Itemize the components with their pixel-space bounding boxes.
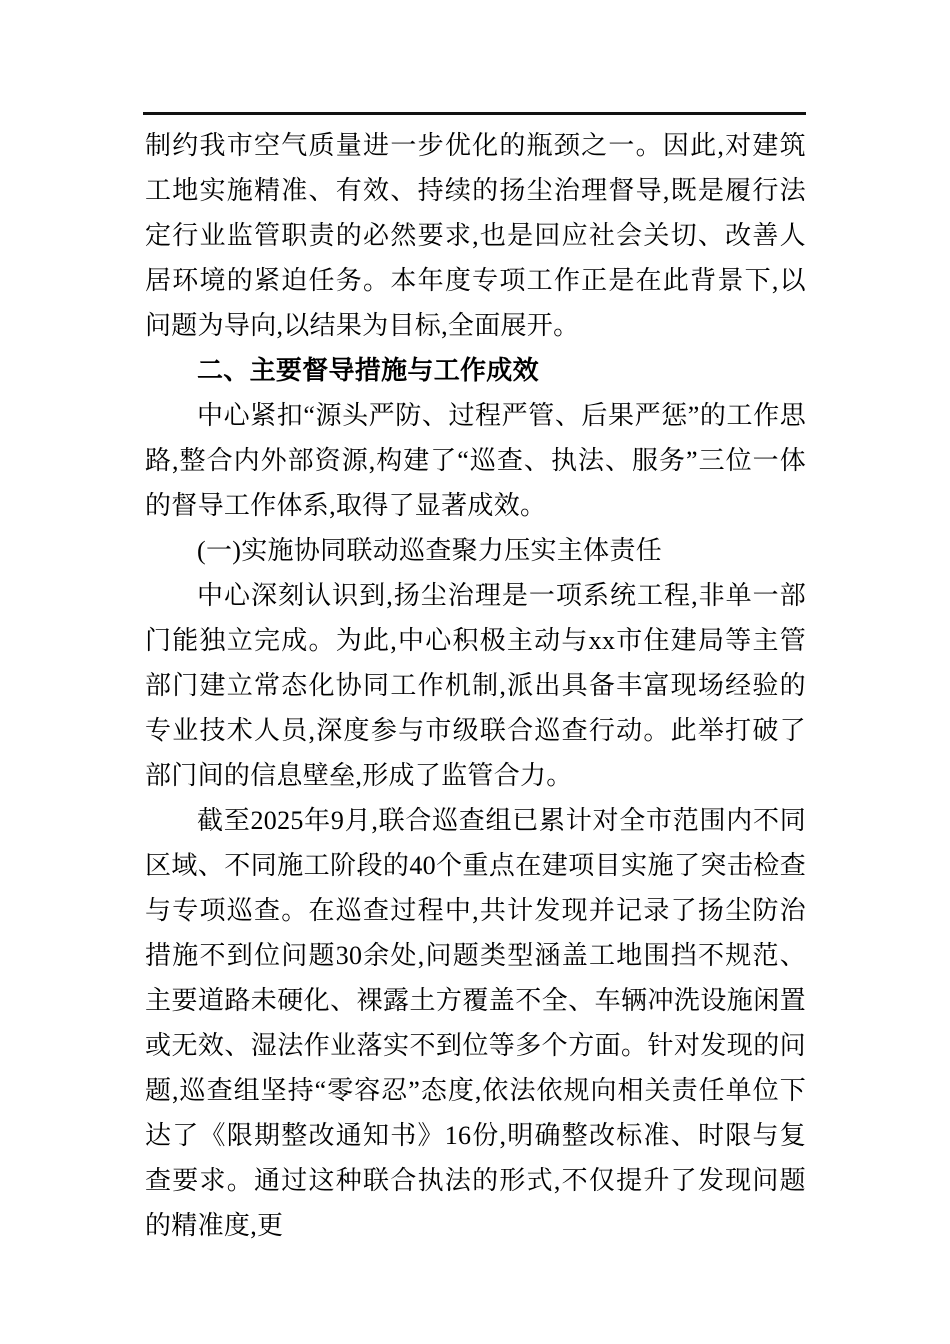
paragraph-continuation: 制约我市空气质量进一步优化的瓶颈之一。因此,对建筑工地实施精准、有效、持续的扬尘治理督导,既是履行法定行业监管职责的必然要求,也是回应社会关切、改善人居环境的紧迫任务。本年度专项工作正是在此背景下,以问题为导向,以结果为目标,全面展开。 — [145, 131, 806, 340]
subsection-heading: (一)实施协同联动巡查聚力压实主体责任 — [197, 536, 663, 565]
section-heading: 二、主要督导措施与工作成效 — [197, 355, 539, 385]
paragraph: 中心紧扣“源头严防、过程严管、后果严惩”的工作思路,整合内外部资源,构建了“巡查、执法、服务”三位一体的督导工作体系,取得了显著成效。 — [145, 401, 806, 520]
paragraph: 截至2025年9月,联合巡查组已累计对全市范围内不同区域、不同施工阶段的40个重点在建项目实施了突击检查与专项巡查。在巡查过程中,共计发现并记录了扬尘防治措施不到位问题30余处,问题类型涵盖工地围挡不规范、主要道路未硬化、裸露土方覆盖不全、车辆冲洗设施闲置或无效、湿法作业落实不到位等多个方面。针对发现的问题,巡查组坚持“零容忍”态度,依法依规向相关责任单位下达了《限期整改通知书》16份,明确整改标准、时限与复查要求。通过这种联合执法的形式,不仅提升了发现问题的精准度,更 — [145, 806, 806, 1240]
text-column — [145, 123, 806, 1248]
header-rule-divider — [143, 112, 806, 115]
paragraph: 中心深刻认识到,扬尘治理是一项系统工程,非单一部门能独立完成。为此,中心积极主动与xx市住建局等主管部门建立常态化协同工作机制,派出具备丰富现场经验的专业技术人员,深度参与市级联合巡查行动。此举打破了部门间的信息壁垒,形成了监管合力。 — [145, 581, 806, 790]
